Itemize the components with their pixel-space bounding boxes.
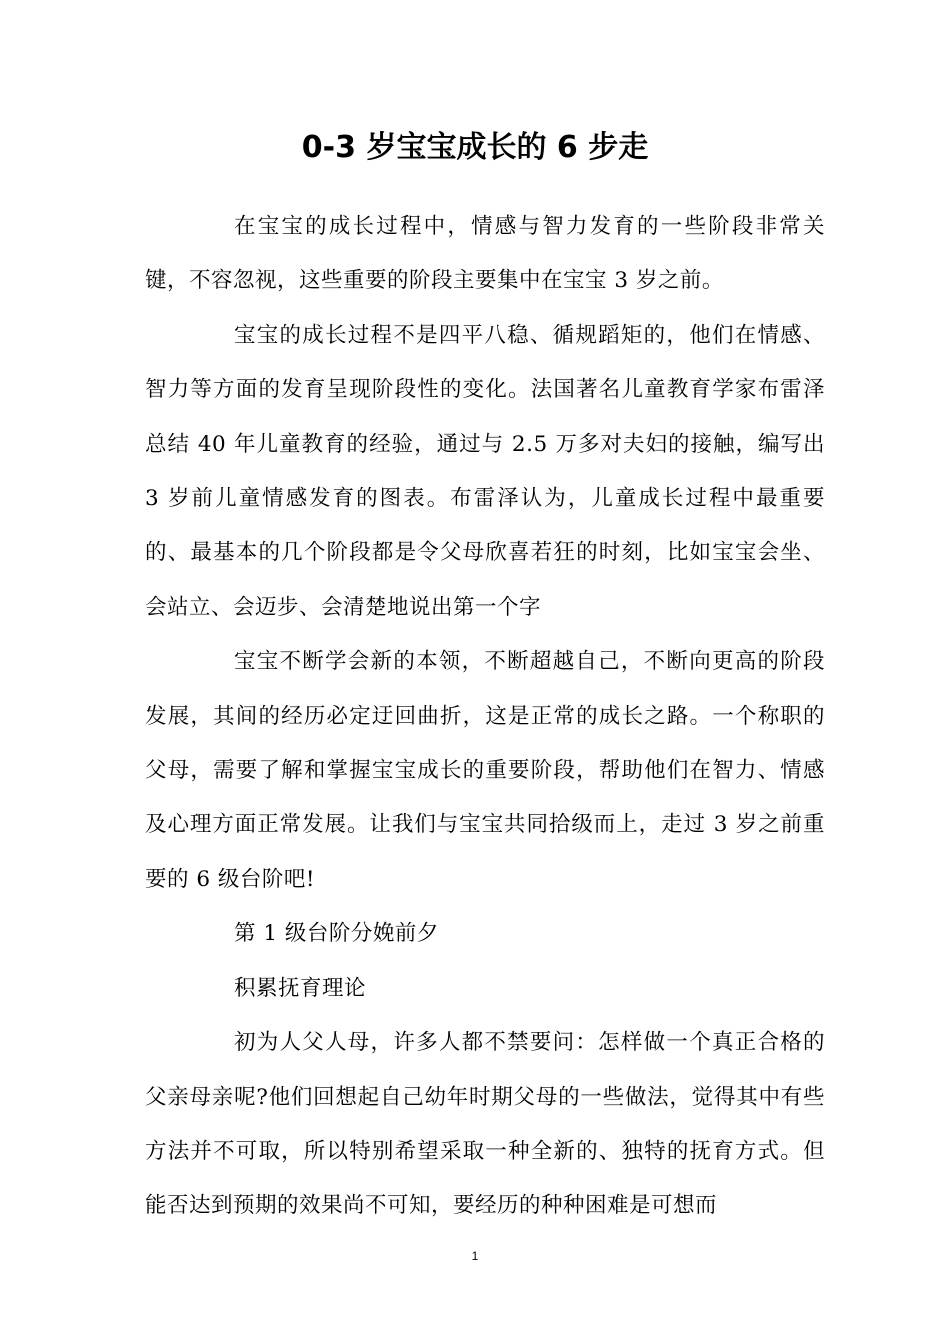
subsection-heading: 积累抚育理论 bbox=[234, 975, 367, 1001]
section-heading-step-1: 第 1 级台阶分娩前夕 bbox=[234, 921, 439, 947]
page-number: 1 bbox=[471, 1249, 479, 1263]
paragraph-intro: 在宝宝的成长过程中，情感与智力发育的一些阶段非常关键，不容忽视，这些重要的阶段主要集中在宝宝 3 岁之前。 bbox=[145, 214, 825, 294]
document-body bbox=[145, 200, 825, 1234]
paragraph-growth-path: 宝宝不断学会新的本领，不断超越自己，不断向更高的阶段发展，其间的经历必定迂回曲折，这是正常的成长之路。一个称职的父母，需要了解和掌握宝宝成长的重要阶段，帮助他们在智力、情感及心理方面正常发展。让我们与宝宝共同拾级而上，走过 3 岁之前重要的 6 级台阶吧! bbox=[145, 649, 825, 892]
paragraph-development: 宝宝的成长过程不是四平八稳、循规蹈矩的，他们在情感、智力等方面的发育呈现阶段性的变化。法国著名儿童教育学家布雷泽总结 40 年儿童教育的经验，通过与 2.5 万多对夫妇的接触，编写出 3 岁前儿童情感发育的图表。布雷泽认为，儿童成长过程中最重要的、最基本的几个阶段都是令父母欣喜若狂的时刻，比如宝宝会坐、会站立、会迈步、会清楚地说出第一个字 bbox=[145, 322, 825, 620]
document-title: 0-3 岁宝宝成长的 6 步走 bbox=[301, 130, 649, 165]
paragraph-new-parents: 初为人父人母，许多人都不禁要问：怎样做一个真正合格的父亲母亲呢?他们回想起自己幼年时期父母的一些做法，觉得其中有些方法并不可取，所以特别希望采取一种全新的、独特的抚育方式。但能否达到预期的效果尚不可知，要经历的种种困难是可想而 bbox=[145, 1030, 825, 1219]
